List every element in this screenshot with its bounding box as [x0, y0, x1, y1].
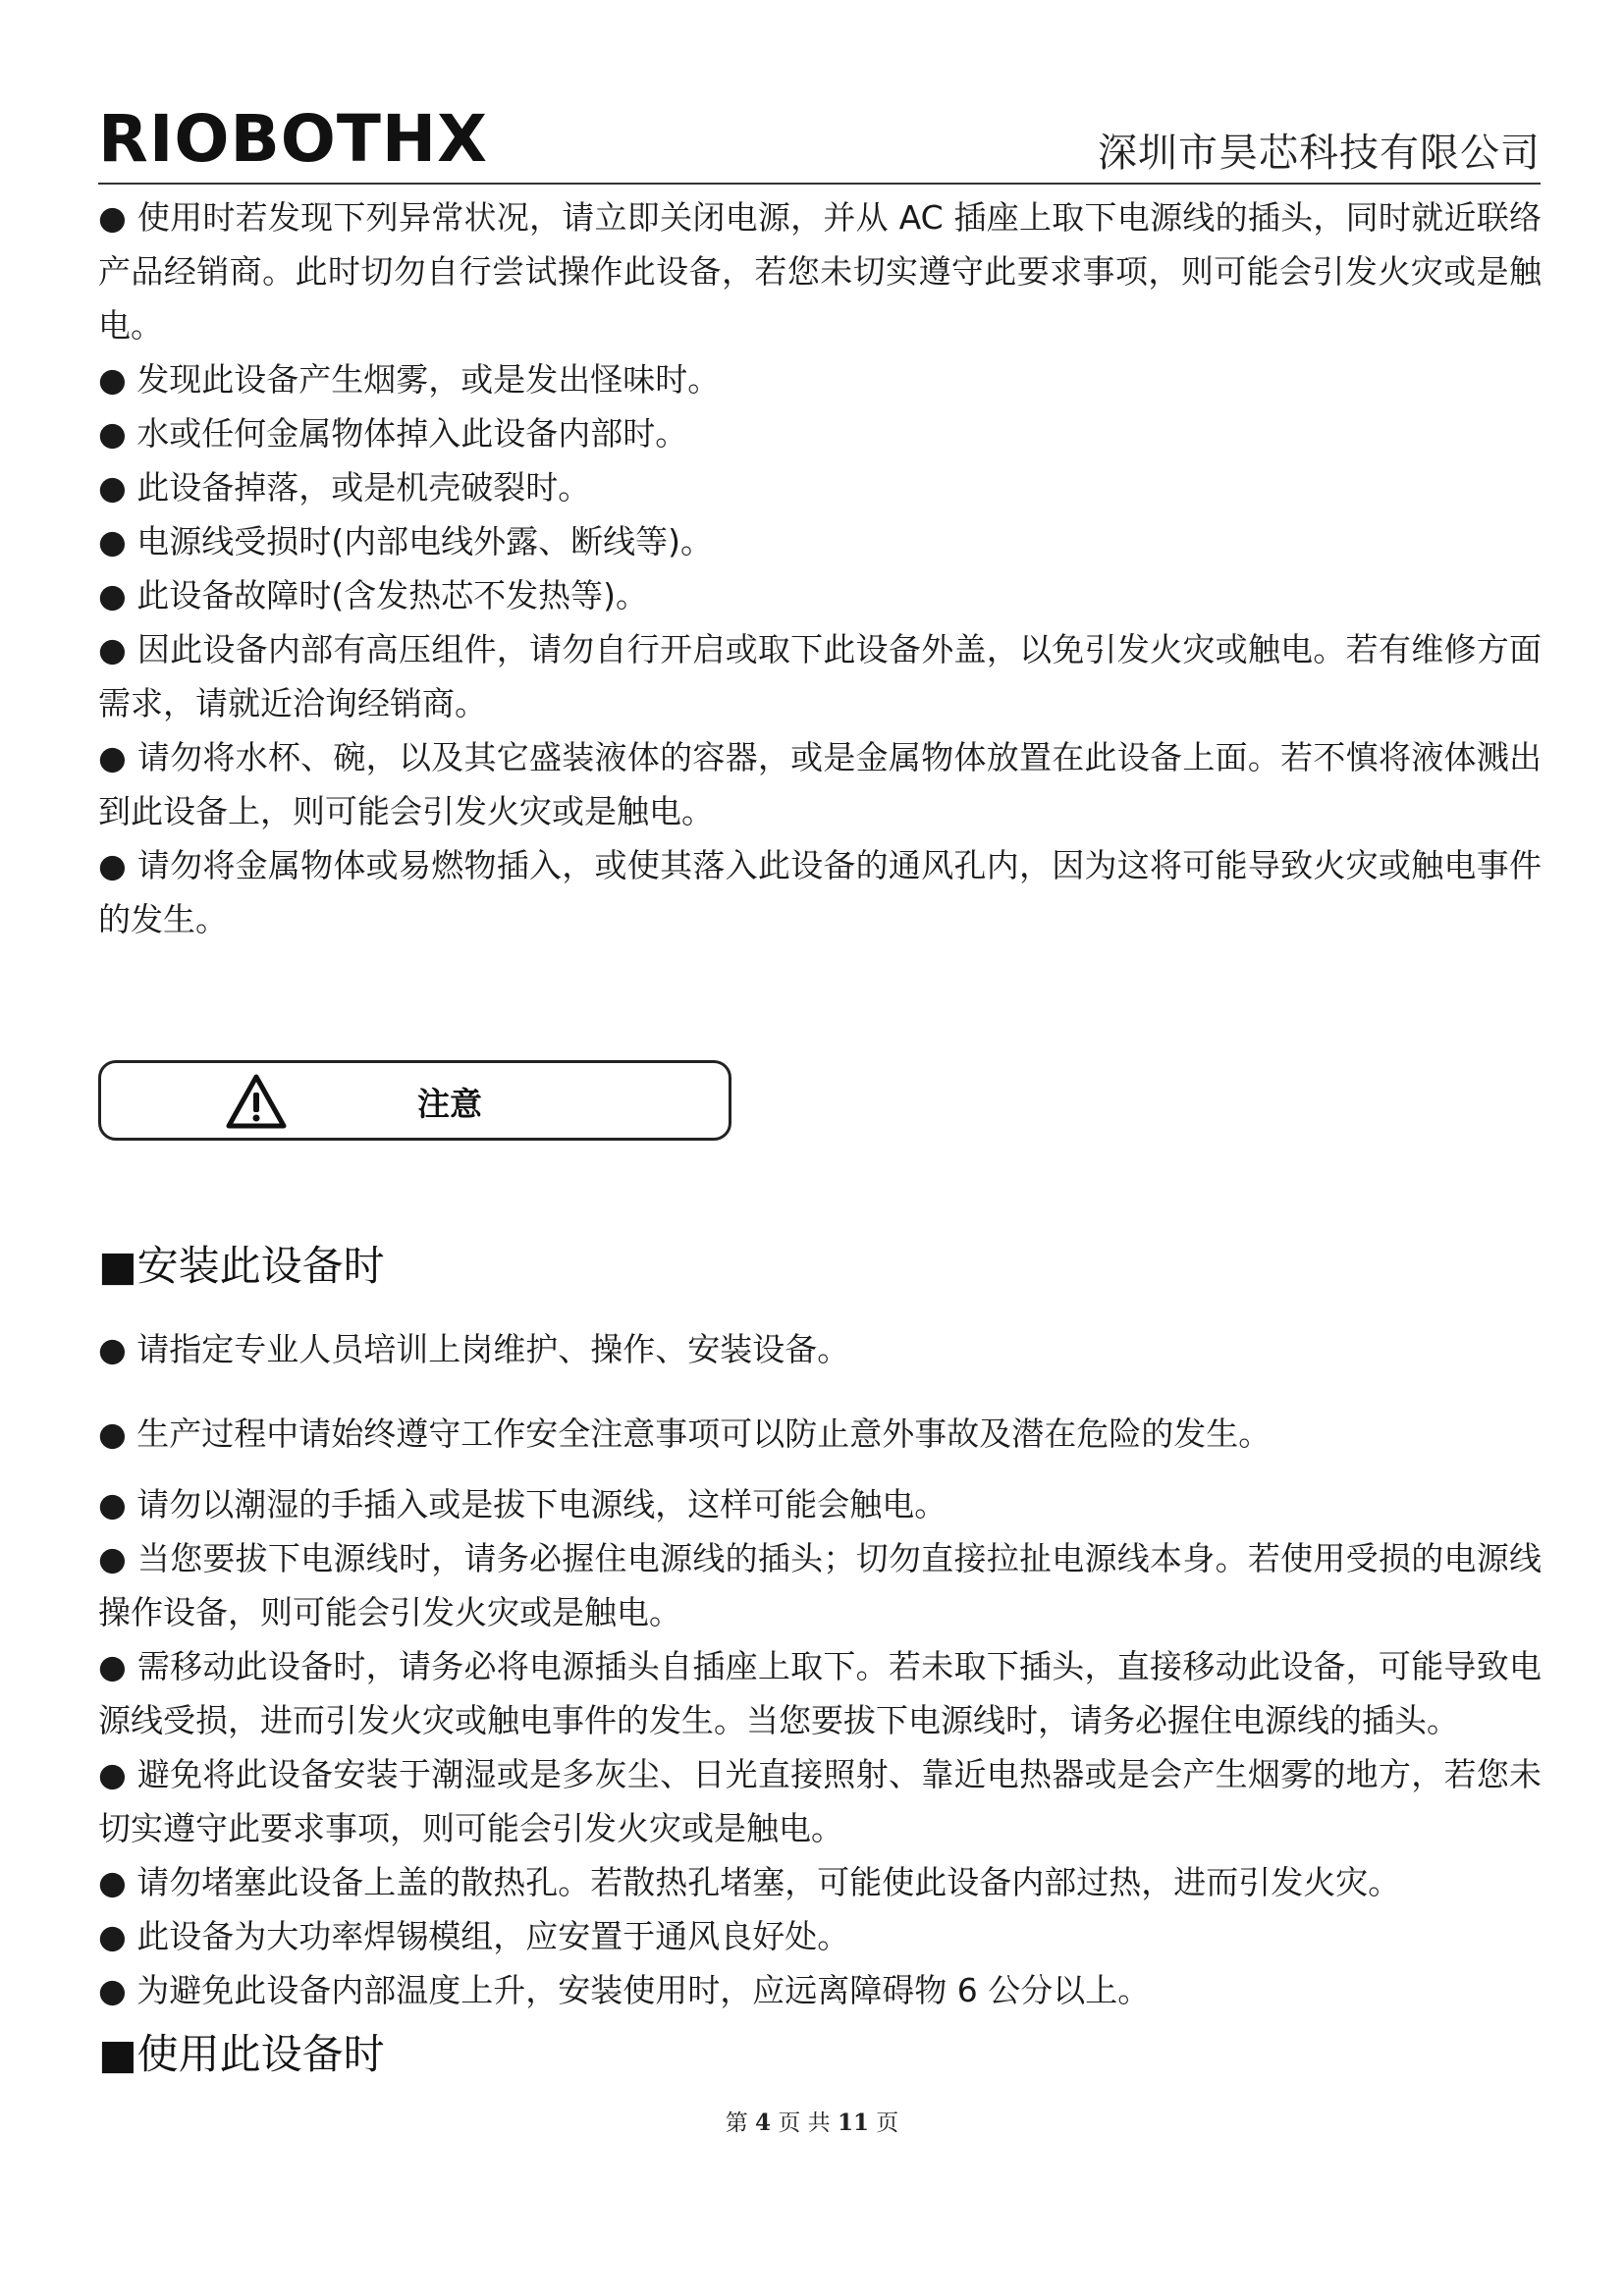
- list-item: ● 发现此设备产生烟雾，或是发出怪味时。: [98, 360, 721, 399]
- footer-prefix: 第: [725, 2110, 748, 2136]
- list-item: ● 此设备掉落，或是机壳破裂时。: [98, 468, 591, 507]
- page-number: 4: [755, 2109, 772, 2136]
- list-item: ● 电源线受损时(内部电线外露、断线等)。: [98, 522, 714, 561]
- header-divider: [98, 183, 1541, 185]
- list-item: ● 此设备为大功率焊锡模组，应安置于通风良好处。: [98, 1917, 850, 1955]
- notice-title: 注意: [417, 1085, 482, 1123]
- section-heading-use: ■使用此设备时: [98, 2030, 385, 2078]
- section-heading-install: ■安装此设备时: [98, 1242, 385, 1290]
- footer-middle: 页 共: [778, 2110, 831, 2136]
- list-item: ● 当您要拔下电源线时，请务必握住电源线的插头；切勿直接拉扯电源线本身。若使用受损的电源线操作设备，则可能会引发火灾或是触电。: [98, 1539, 1542, 1631]
- warning-triangle-icon: [225, 1073, 288, 1130]
- list-item: ● 水或任何金属物体掉入此设备内部时。: [98, 414, 688, 453]
- notice-box: [98, 1060, 731, 1141]
- list-item: ● 需移动此设备时，请务必将电源插头自插座上取下。若未取下插头，直接移动此设备，可能导致电源线受损，进而引发火灾或触电事件的发生。当您要拔下电源线时，请务必握住电源线的插头。: [98, 1647, 1542, 1739]
- install-list-cont: [98, 1407, 1542, 1461]
- list-item: ● 此设备故障时(含发热芯不发热等)。: [98, 576, 649, 614]
- list-item: ● 为避免此设备内部温度上升，安装使用时，应远离障碍物 6 公分以上。: [98, 1971, 1151, 2009]
- list-item: ● 使用时若发现下列异常状况，请立即关闭电源，并从 AC 插座上取下电源线的插头，同时就近联络产品经销商。此时切勿自行尝试操作此设备，若您未切实遵守此要求事项，则可能会引发火灾或是触电。: [98, 198, 1542, 345]
- company-logo: [98, 94, 489, 177]
- install-list-cont-2: [98, 1477, 1542, 2017]
- company-name: 深圳市昊芯科技有限公司: [1098, 131, 1541, 176]
- list-item: ● 因此设备内部有高压组件，请勿自行开启或取下此设备外盖，以免引发火灾或触电。若有维修方面需求，请就近洽询经销商。: [98, 630, 1542, 722]
- list-item: ● 避免将此设备安装于潮湿或是多灰尘、日光直接照射、靠近电热器或是会产生烟雾的地方，若您未切实遵守此要求事项，则可能会引发火灾或是触电。: [98, 1755, 1542, 1847]
- page-footer: [0, 2105, 1624, 2137]
- install-list: [98, 1322, 1542, 1376]
- logo-text: RIOBOTHX: [98, 101, 489, 177]
- footer-suffix: 页: [876, 2110, 899, 2136]
- list-item: ● 生产过程中请始终遵守工作安全注意事项可以防止意外事故及潜在危险的发生。: [98, 1415, 1272, 1453]
- hazard-list: [98, 190, 1542, 946]
- list-item: ● 请勿以潮湿的手插入或是拔下电源线，这样可能会触电。: [98, 1485, 947, 1523]
- list-item: ● 请勿堵塞此设备上盖的散热孔。若散热孔堵塞，可能使此设备内部过热，进而引发火灾。: [98, 1863, 1401, 1901]
- list-item: ● 请指定专业人员培训上岗维护、操作、安装设备。: [98, 1330, 850, 1368]
- list-item: ● 请勿将金属物体或易燃物插入，或使其落入此设备的通风孔内，因为这将可能导致火灾或触电事件的发生。: [98, 846, 1542, 938]
- list-item: ● 请勿将水杯、碗，以及其它盛装液体的容器，或是金属物体放置在此设备上面。若不慎将液体溅出到此设备上，则可能会引发火灾或是触电。: [98, 738, 1542, 830]
- page-total: 11: [837, 2109, 869, 2136]
